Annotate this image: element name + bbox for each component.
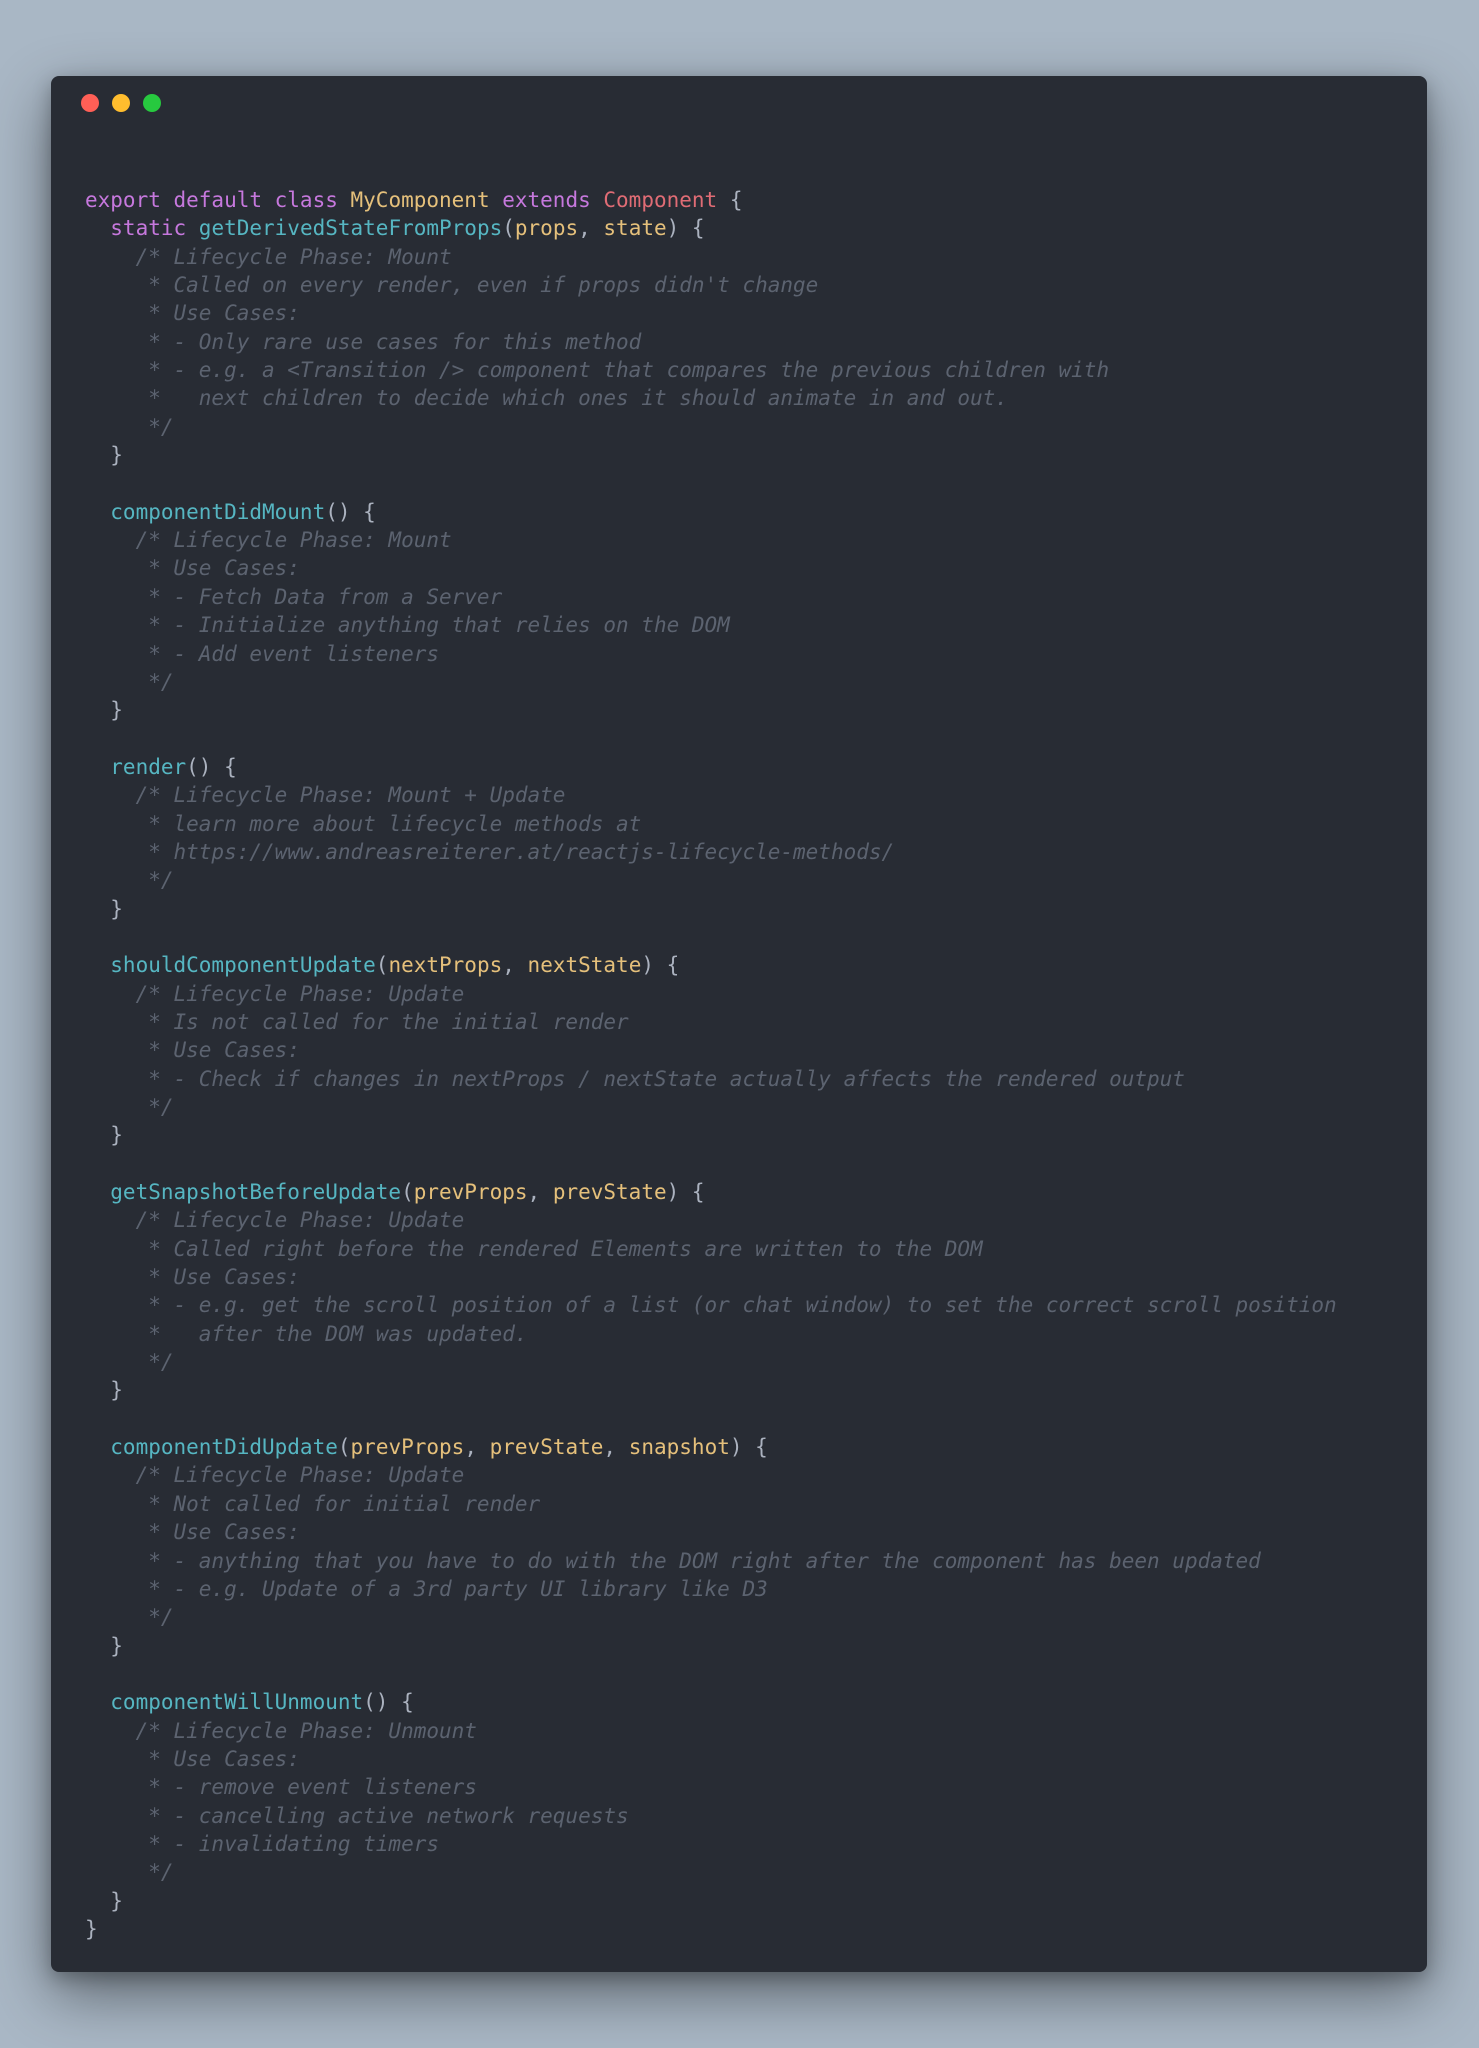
code-token-fn: componentDidMount [85, 499, 326, 524]
code-token-punc: ( [375, 953, 389, 978]
code-line [85, 1433, 1337, 1461]
code-token-param: prevState [489, 1435, 604, 1460]
code-line [85, 1518, 1337, 1546]
code-token-punc: ( [337, 1435, 351, 1460]
code-token-comment: * Use Cases: [85, 301, 300, 326]
code-token-param: snapshot [628, 1435, 730, 1460]
minimize-window-button[interactable] [112, 94, 130, 112]
code-token-fn: render [85, 754, 187, 779]
code-token-kw: export default class [85, 188, 351, 212]
code-token-punc: } [85, 698, 123, 723]
code-token-punc: ( [401, 1180, 414, 1205]
code-line [85, 243, 1337, 271]
code-line [85, 1632, 1337, 1660]
window-controls [81, 94, 161, 112]
code-token-comment: /* Lifecycle Phase: Update [85, 1208, 465, 1233]
code-token-comment: * - e.g. Update of a 3rd party UI library like D3 [85, 1576, 768, 1601]
code-token-fn: getSnapshotBeforeUpdate [85, 1180, 402, 1205]
code-token-comment: */ [85, 414, 174, 439]
code-token-param: prevProps [350, 1435, 465, 1460]
code-token-punc: { [717, 188, 743, 212]
code-token-comment: * - Check if changes in nextProps / nextState actually affects the rendered output [85, 1066, 1185, 1091]
code-line [85, 271, 1337, 299]
code-token-comment: */ [85, 669, 174, 694]
code-line [85, 384, 1337, 412]
code-line [85, 1688, 1337, 1716]
code-token-punc: ) { [641, 953, 680, 978]
code-token-param: state [603, 216, 667, 241]
code-token-punc: } [85, 1378, 123, 1403]
code-token-punc: } [85, 1916, 98, 1941]
code-token-comment: */ [85, 1605, 174, 1630]
code-token-fn: shouldComponentUpdate [85, 953, 376, 978]
code-token-comment: * - e.g. a <Transition /> component that compares the previous children with [85, 358, 1110, 383]
code-token-comment: * - Initialize anything that relies on the DOM [85, 613, 730, 638]
code-line [85, 923, 1337, 951]
code-window [51, 76, 1427, 1972]
code-line [85, 1575, 1337, 1603]
code-line [85, 1660, 1337, 1688]
code-line [85, 725, 1337, 753]
code-line [85, 696, 1337, 724]
code-token-comment: /* Lifecycle Phase: Mount [85, 528, 452, 553]
code-line [85, 1915, 1337, 1943]
code-line [85, 1603, 1337, 1631]
code-line [85, 1830, 1337, 1858]
code-token-punc: , [578, 216, 604, 241]
code-line [85, 1461, 1337, 1489]
code-line [85, 838, 1337, 866]
code-token-comment: * Use Cases: [85, 1746, 300, 1771]
code-line [85, 781, 1337, 809]
code-token-punc: , [502, 953, 528, 978]
code-token-fn: getDerivedStateFromProps [198, 216, 503, 241]
code-line [85, 356, 1337, 384]
code-token-comment: * - remove event listeners [85, 1775, 477, 1800]
code-token-comment: * Called right before the rendered Elements are written to the DOM [85, 1236, 983, 1261]
code-line [85, 1773, 1337, 1801]
code-token-punc: } [85, 896, 123, 921]
code-line [85, 1093, 1337, 1121]
code-token-comment: * Use Cases: [85, 1265, 300, 1290]
code-token-param: prevProps [413, 1180, 528, 1205]
code-token-param: prevState [552, 1180, 667, 1205]
code-token-comment: * Use Cases: [85, 1038, 300, 1063]
code-line [85, 895, 1337, 923]
code-line [85, 1745, 1337, 1773]
code-token-comment: */ [85, 868, 174, 893]
code-line [85, 753, 1337, 781]
code-token-punc: ) { [666, 216, 705, 241]
code-line [85, 441, 1337, 469]
code-token-comment: */ [85, 1095, 174, 1119]
code-token-base: Component [603, 188, 718, 212]
code-token-punc: ( [502, 216, 515, 241]
code-block [85, 186, 1337, 1943]
code-line [85, 866, 1337, 894]
code-line [85, 1206, 1337, 1234]
code-line [85, 469, 1337, 497]
code-line [85, 1887, 1337, 1915]
code-line [85, 1263, 1337, 1291]
code-line [85, 1547, 1337, 1575]
code-token-punc: ) { [729, 1435, 768, 1460]
code-line [85, 640, 1337, 668]
code-token-punc: () { [363, 1690, 414, 1715]
code-line [85, 1150, 1337, 1178]
code-line [85, 1717, 1337, 1745]
code-line [85, 526, 1337, 554]
code-token-punc: } [85, 443, 123, 468]
code-line [85, 583, 1337, 611]
code-token-punc: , [603, 1435, 629, 1460]
code-line [85, 498, 1337, 526]
code-line [85, 810, 1337, 838]
code-token-punc: () { [186, 754, 237, 779]
code-token-comment: * Not called for initial render [85, 1491, 541, 1516]
code-token-comment: * learn more about lifecycle methods at [85, 811, 642, 836]
code-line [85, 1121, 1337, 1149]
maximize-window-button[interactable] [143, 94, 161, 112]
code-token-comment: * - cancelling active network requests [85, 1803, 629, 1828]
code-token-comment: * - invalidating timers [85, 1831, 440, 1856]
code-token-comment: /* Lifecycle Phase: Update [85, 981, 465, 1006]
code-token-comment: /* Lifecycle Phase: Mount + Update [85, 783, 566, 808]
code-line [85, 1320, 1337, 1348]
code-token-kw: extends [502, 188, 604, 212]
code-token-punc: , [527, 1180, 553, 1205]
code-token-comment: * after the DOM was updated. [85, 1321, 528, 1346]
code-token-comment: /* Lifecycle Phase: Mount [85, 244, 452, 269]
code-token-comment: /* Lifecycle Phase: Update [85, 1463, 465, 1488]
code-line [85, 951, 1337, 979]
code-token-cls: MyComponent [350, 188, 503, 212]
code-token-param: nextProps [388, 953, 503, 978]
code-token-param: nextState [527, 953, 642, 978]
code-token-punc: } [85, 1888, 123, 1913]
code-line [85, 328, 1337, 356]
code-line [85, 980, 1337, 1008]
code-line [85, 1291, 1337, 1319]
code-line [85, 668, 1337, 696]
code-token-fn: componentDidUpdate [85, 1435, 338, 1460]
code-line [85, 1178, 1337, 1206]
code-line [85, 611, 1337, 639]
code-line [85, 1008, 1337, 1036]
code-line [85, 299, 1337, 327]
code-token-punc: ) { [666, 1180, 705, 1205]
code-token-comment: * https://www.andreasreiterer.at/reactjs-lifecycle-methods/ [85, 839, 895, 864]
close-window-button[interactable] [81, 94, 99, 112]
code-token-comment: */ [85, 1860, 174, 1885]
code-token-fn: componentWillUnmount [85, 1690, 364, 1715]
code-line [85, 1235, 1337, 1263]
code-line [85, 1405, 1337, 1433]
code-line [85, 1802, 1337, 1830]
code-token-punc: () { [325, 499, 376, 524]
code-token-param: props [514, 216, 579, 241]
code-token-kw: static [85, 216, 199, 241]
code-token-comment: * - anything that you have to do with the DOM right after the component has been updated [85, 1548, 1261, 1573]
code-line [85, 1036, 1337, 1064]
code-line [85, 1376, 1337, 1404]
code-token-comment: * - Only rare use cases for this method [85, 329, 642, 354]
code-line [85, 1065, 1337, 1093]
code-token-comment: * - Fetch Data from a Server [85, 584, 503, 609]
code-token-punc: } [85, 1123, 123, 1148]
code-line [85, 413, 1337, 441]
code-token-comment: * Use Cases: [85, 1520, 300, 1545]
code-token-comment: * - Add event listeners [85, 641, 440, 666]
code-line [85, 214, 1337, 242]
code-line [85, 1490, 1337, 1518]
code-token-comment: * Called on every render, even if props didn't change [85, 273, 819, 298]
code-token-comment: */ [85, 1350, 174, 1375]
code-token-comment: * next children to decide which ones it should animate in and out. [85, 386, 1008, 411]
code-line [85, 186, 1337, 214]
code-line [85, 1858, 1337, 1886]
code-token-comment: * Use Cases: [85, 556, 300, 581]
code-line [85, 554, 1337, 582]
code-token-punc: , [464, 1435, 490, 1460]
code-token-comment: /* Lifecycle Phase: Unmount [85, 1718, 477, 1743]
code-token-comment: * Is not called for the initial render [85, 1009, 629, 1034]
code-line [85, 1348, 1337, 1376]
code-token-punc: } [85, 1633, 123, 1658]
code-token-comment: * - e.g. get the scroll position of a list (or chat window) to set the correct scroll position [85, 1293, 1337, 1318]
